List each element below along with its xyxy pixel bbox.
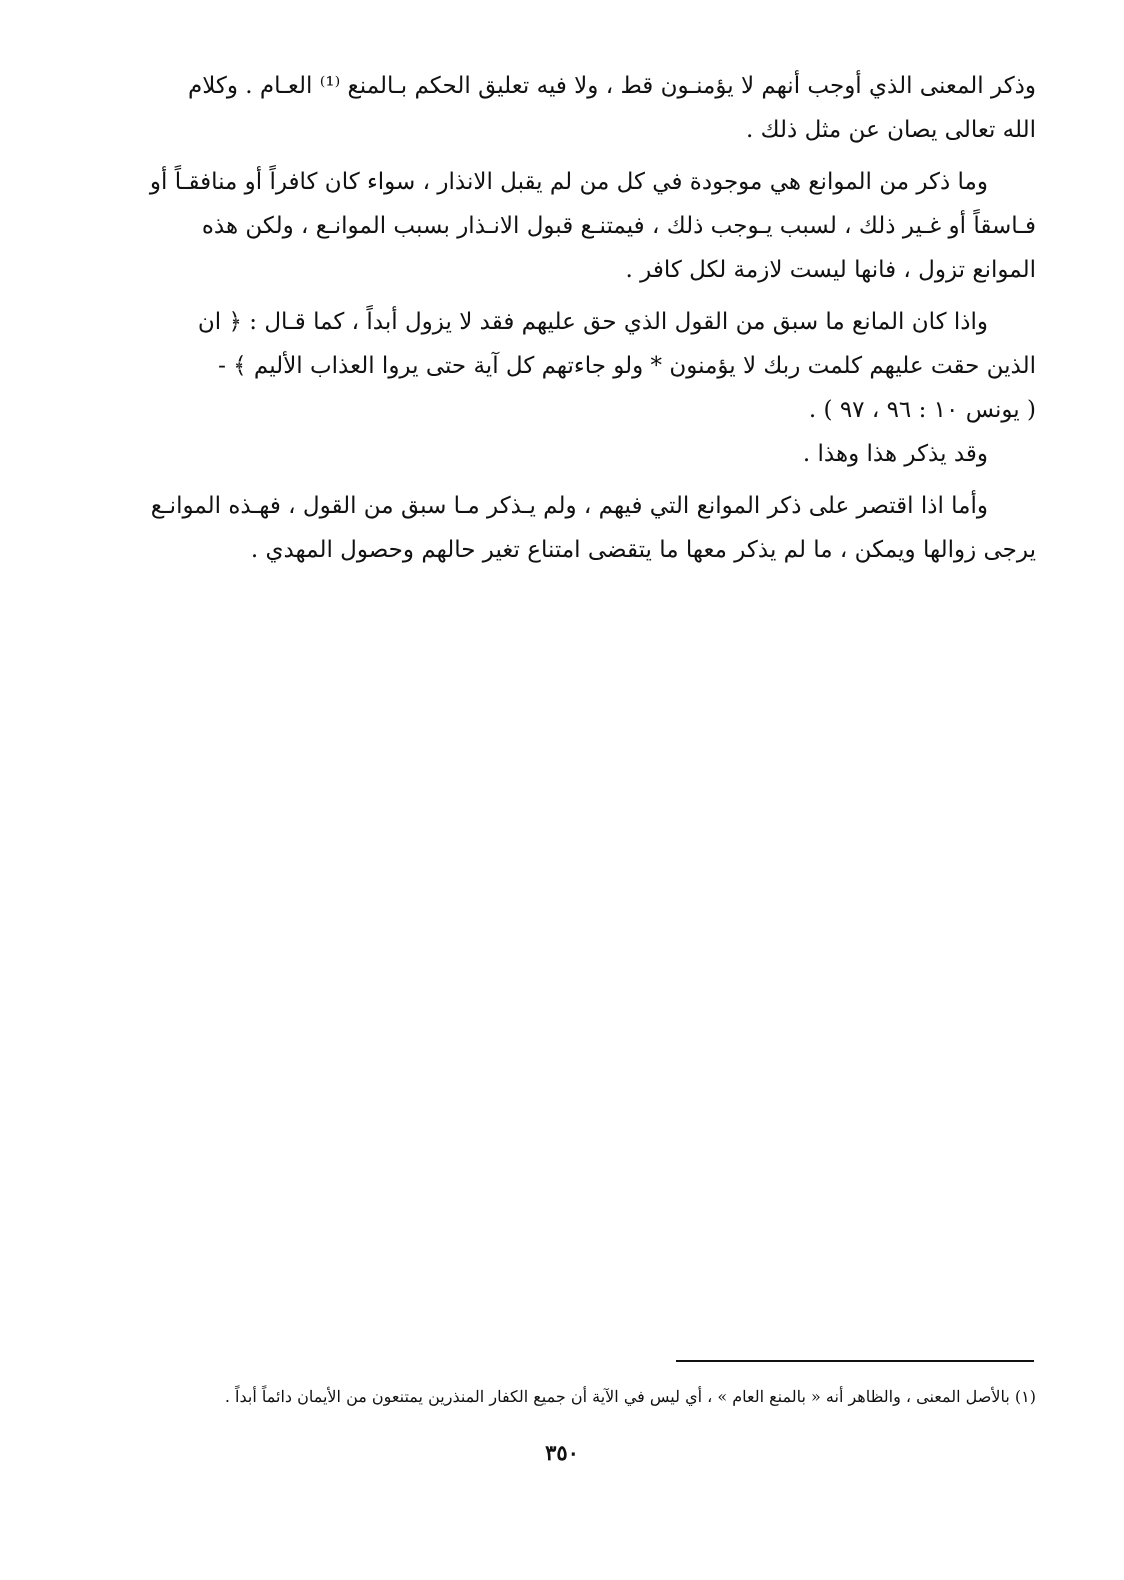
footnote-divider — [676, 1360, 1034, 1362]
paragraph-1 — [80, 64, 1036, 152]
paragraph-3 — [80, 300, 1036, 476]
footnote: (١) بالأصل المعنى ، والظاهر أنه « بالمنع العام » ، أي ليس في الآية أن جميع الكفار المنذرين يمتنعون من الأيمان دائماً أبداً . — [224, 1387, 1036, 1406]
text-line: وقد يذكر هذا وهذا . — [802, 441, 988, 467]
text-line: فـاسقاً أو غـير ذلك ، لسبب يـوجب ذلك ، فيمتنـع قبول الانـذار بسبب الموانـع ، ولكن هذه — [201, 213, 1036, 239]
text-line: الموانع تزول ، فانها ليست لازمة لكل كافر . — [625, 257, 1036, 283]
main-text — [80, 64, 1036, 572]
text-line: الذين حقت عليهم كلمت ربك لا يؤمنون * ولو جاءتهم كل آية حتى يروا العذاب الأليم ﴾ - — [218, 353, 1036, 379]
paragraph-4 — [80, 484, 1036, 572]
verse-citation: ( يونس ١٠ : ٩٦ ، ٩٧ ) . — [808, 397, 1036, 423]
text-line: الله تعالى يصان عن مثل ذلك . — [746, 117, 1036, 143]
text-line: يرجى زوالها ويمكن ، ما لم يذكر معها ما يتقضى امتناع تغير حالهم وحصول المهدي . — [250, 537, 1036, 563]
page-number: ٣٥٠ — [545, 1440, 579, 1465]
text-line: وأما اذا اقتصر على ذكر الموانع التي فيهم ، ولم يـذكر مـا سبق من القول ، فهـذه الموانـع — [150, 493, 988, 519]
paragraph-2 — [80, 160, 1036, 292]
text-line: وذكر المعنى الذي أوجب أنهم لا يؤمنـون قط ، ولا فيه تعليق الحكم بـالمنع ⁽¹⁾ العـام . وكلام — [187, 73, 1036, 99]
text-line: وما ذكر من الموانع هي موجودة في كل من لم يقبل الانذار ، سواء كان كافراً أو منافقـاً أو — [149, 169, 988, 195]
text-line: واذا كان المانع ما سبق من القول الذي حق عليهم فقد لا يزول أبداً ، كما قـال : ﴿ ان — [197, 309, 988, 335]
